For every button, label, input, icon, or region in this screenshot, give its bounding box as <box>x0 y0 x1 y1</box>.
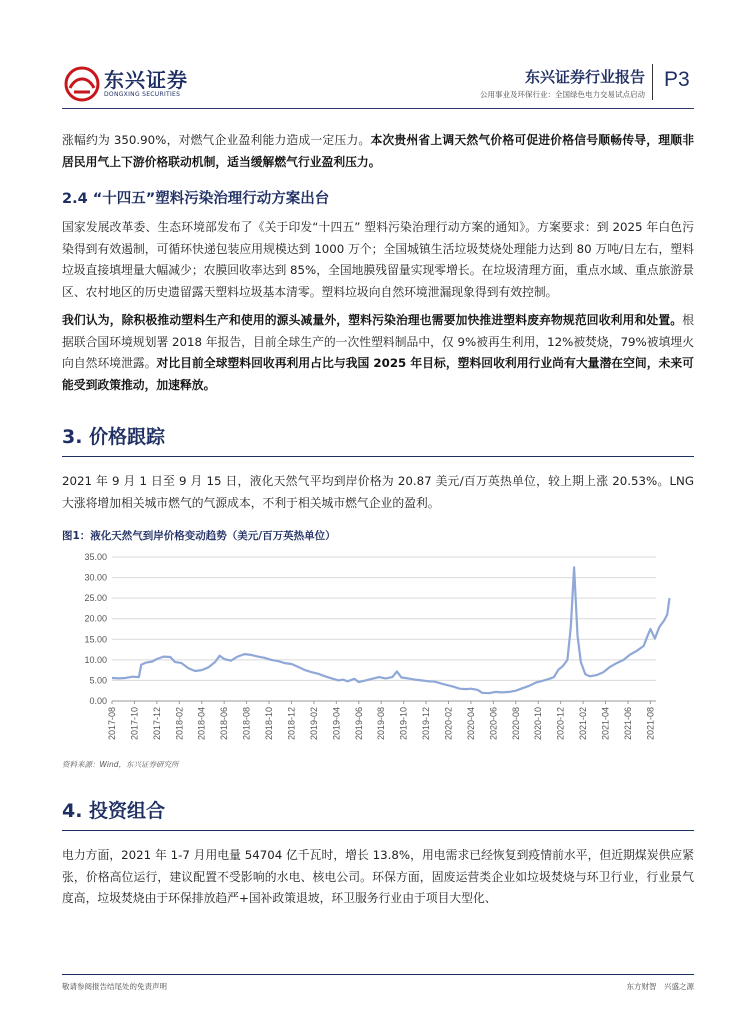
x-tick-label: 2017-10 <box>129 707 140 741</box>
x-tick-label: 2020-02 <box>443 707 454 741</box>
x-tick-label: 2020-04 <box>465 707 476 741</box>
x-tick-label: 2019-06 <box>353 707 364 741</box>
y-tick-label: 25.00 <box>84 593 107 604</box>
x-tick-label: 2017-12 <box>151 707 162 741</box>
x-tick-label: 2018-10 <box>264 707 275 741</box>
x-tick-label: 2021-02 <box>578 707 589 741</box>
footer-disclaimer: 敬请参阅报告结尾处的免责声明 <box>62 982 167 991</box>
x-tick-label: 2020-10 <box>533 707 544 741</box>
paragraph-gas-price-text: 涨幅约为 350.90%，对燃气企业盈利能力造成一定压力。 <box>62 133 371 147</box>
x-tick-label: 2018-04 <box>196 707 207 741</box>
x-tick-label: 2020-06 <box>488 707 499 741</box>
footer-rule <box>62 974 694 975</box>
page-header <box>0 0 755 110</box>
footer-slogan: 东方财智 兴盛之源 <box>626 982 694 991</box>
logo-text: 东兴证券 <box>104 68 188 92</box>
x-tick-label: 2018-02 <box>174 707 185 741</box>
x-tick-label: 2021-08 <box>645 707 656 741</box>
y-tick-label: 10.00 <box>84 654 107 665</box>
logo-english-text: DONGXING SECURITIES <box>104 91 181 98</box>
header-rule <box>62 108 694 109</box>
x-tick-label: 2019-12 <box>421 707 432 741</box>
x-tick-label: 2018-06 <box>219 707 230 741</box>
paragraph-plastic-view-bold-b: 对比目前全球塑料回收再利用占比与我国 2025 年目标，塑料回收利用行业尚有大量潜在空间，未来可能受到政策推动，加速释放。 <box>62 356 694 392</box>
y-tick-label: 35.00 <box>84 552 107 562</box>
figure-1-title: 图1：液化天然气到岸价格变动趋势（美元/百万英热单位） <box>62 530 336 542</box>
figure-1-source: 资料来源：Wind，东兴证券研究所 <box>62 760 179 769</box>
x-tick-label: 2020-12 <box>555 707 566 741</box>
x-tick-label: 2019-08 <box>376 707 387 741</box>
x-tick-label: 2019-02 <box>308 707 319 741</box>
y-tick-label: 15.00 <box>84 634 107 645</box>
paragraph-portfolio: 电力方面，2021 年 1-7 月用电量 54704 亿千瓦时，增长 13.8%，用电需求已经恢复到疫情前水平，但近期煤炭供应紧张，价格高位运行，建议配置不受影响的水电、核电公司。环保方面，固废运营类企业如垃圾焚烧与环卫行业，行业景气度高，垃圾焚烧由于环保排放趋严+国补政策退坡，环卫服务行业由于项目大型化、 <box>62 848 694 905</box>
y-tick-label: 0.00 <box>89 696 107 706</box>
paragraph-gas-price-bold: 本次贵州省上调天然气价格可促进价格信号顺畅传导，理顺非居民用气上下游价格联动机制，适当缓解燃气行业盈利压力。 <box>62 133 694 169</box>
x-tick-label: 2019-10 <box>398 707 409 741</box>
report-title: 东兴证券行业报告 <box>524 68 645 86</box>
x-tick-label: 2017-08 <box>107 707 117 741</box>
header-divider <box>652 64 653 100</box>
x-tick-label: 2020-08 <box>510 707 521 741</box>
y-tick-label: 5.00 <box>89 675 107 686</box>
x-tick-label: 2021-04 <box>600 707 611 741</box>
y-tick-label: 20.00 <box>84 613 107 624</box>
paragraph-gas-price <box>62 130 694 173</box>
paragraph-plastic-view-text: 根据联合国环境规划署 2018 年报告，目前全球生产的一次性塑料制品中，仅 9%被再生利用，12%被焚烧，79%被填埋火向自然环境泄露。 <box>62 313 694 370</box>
x-tick-label: 2018-12 <box>286 707 297 741</box>
section-heading-3: 3. 价格跟踪 <box>62 426 166 448</box>
report-subtitle: 公用事业及环保行业：全国绿色电力交易试点启动 <box>480 90 645 99</box>
x-tick-label: 2021-06 <box>622 707 633 741</box>
page-footer <box>62 974 694 991</box>
lng-price-series-line <box>112 567 670 693</box>
section-heading-2-4: 2.4 “十四五”塑料污染治理行动方案出台 <box>62 191 330 207</box>
paragraph-plastic-plan: 国家发展改革委、生态环境部发布了《关于印发“十四五” 塑料污染治理行动方案的通知》。方案要求：到 2025 年白色污染得到有效遏制，可循环快递包装应用规模达到 1000 万个；全国城镇生活垃圾焚烧处理能力达到 80 万吨/日左右，塑料垃圾直接填埋量大幅减少；农膜回收率达到 85%，全国地膜残留量实现零增长。在垃圾清理方面，重点水域、重点旅游景区、农村地区的历史遗留露天塑料垃圾基本清零。塑料垃圾向自然环境泄漏现象得到有效控制。 <box>62 220 694 299</box>
paragraph-plastic-view <box>62 310 694 396</box>
section-rule-3 <box>62 456 694 457</box>
lng-price-chart-svg <box>62 549 694 759</box>
dongxing-logo-icon <box>62 66 102 102</box>
page-number: P3 <box>664 68 690 91</box>
x-tick-label: 2018-08 <box>241 707 252 741</box>
section-rule-4 <box>62 830 694 831</box>
paragraph-lng-price: 2021 年 9 月 1 日至 9 月 15 日，液化天然气平均到岸价格为 20.87 美元/百万英热单位，较上期上涨 20.53%。LNG 大涨将增加相关城市燃气的气源成本，不利于相关城市燃气企业的盈利。 <box>62 474 694 510</box>
y-tick-label: 30.00 <box>84 572 107 583</box>
paragraph-plastic-view-bold-a: 我们认为，除积极推动塑料生产和使用的源头减量外，塑料污染治理也需要加快推进塑料废弃物规范回收利用和处置。 <box>62 313 683 327</box>
lng-price-chart <box>62 549 694 759</box>
x-tick-label: 2019-04 <box>331 707 342 741</box>
section-heading-4: 4. 投资组合 <box>62 800 166 822</box>
page-content <box>62 130 694 917</box>
